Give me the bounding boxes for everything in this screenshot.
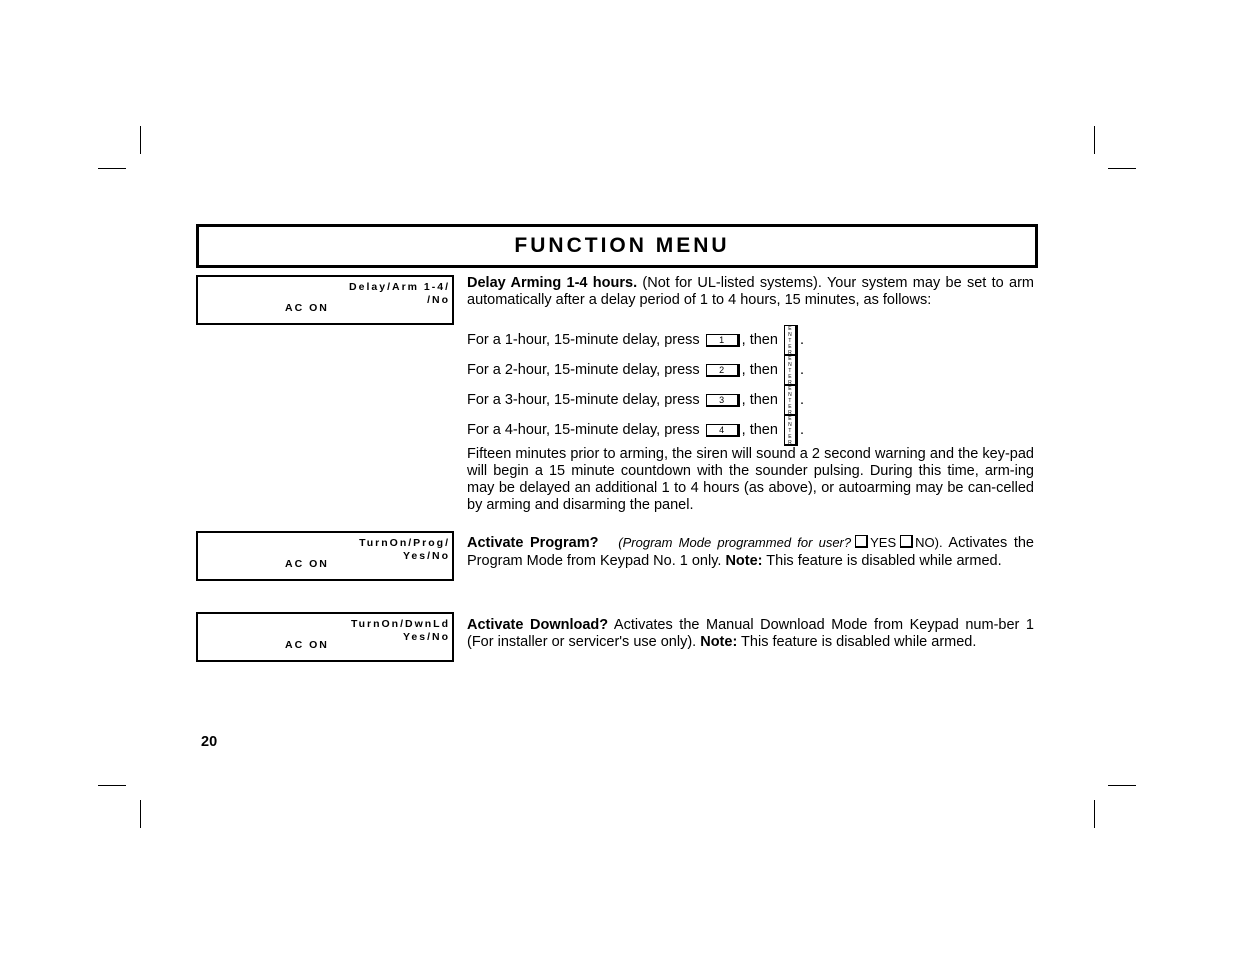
section-header	[196, 224, 1038, 268]
lcd-line2: /No	[427, 294, 450, 306]
row-then: , then	[741, 392, 778, 408]
program-note: (Program Mode programmed for user	[618, 535, 844, 550]
program-paragraph	[467, 534, 1034, 570]
row-end: .	[799, 392, 804, 408]
crop-mark	[1108, 168, 1136, 169]
lcd-display-download	[196, 612, 454, 662]
crop-mark	[140, 126, 141, 154]
row-end: .	[799, 332, 804, 348]
enter-key-icon: E N T E R	[784, 385, 798, 416]
program-note-text: This feature is disabled while armed.	[762, 553, 1002, 569]
download-note-label: Note:	[700, 634, 738, 650]
lcd-line2: Yes/No	[402, 550, 450, 562]
delay-row-2	[467, 355, 804, 385]
page-number: 20	[201, 734, 218, 750]
row-end: .	[799, 422, 804, 438]
crop-mark	[1094, 800, 1095, 828]
lcd-line1: TurnOn/Prog/	[359, 537, 450, 549]
delay-row-3	[467, 385, 804, 415]
row-text: For a 4-hour, 15-minute delay, press	[467, 422, 700, 438]
enter-key-icon: E N T E R	[784, 355, 798, 386]
lcd-display-delay	[196, 275, 454, 325]
row-text: For a 2-hour, 15-minute delay, press	[467, 362, 700, 378]
program-yes: YES	[870, 535, 897, 550]
program-body: Activates the Program Mode from Keypad No. 1 only.	[467, 535, 1034, 569]
crop-mark	[98, 785, 126, 786]
keypad-key-3: 3	[706, 394, 740, 407]
delay-row-4	[467, 415, 804, 445]
checkbox-icon	[900, 535, 913, 548]
program-close: ).	[934, 535, 943, 550]
program-heading: Activate Program?	[467, 535, 599, 551]
row-then: , then	[741, 422, 778, 438]
delay-warning-paragraph: Fifteen minutes prior to arming, the siren will sound a 2 second warning and the key-pad will begin a 15 minute countdown with the sounder pulsing. During this time, arm-ing may be delayed an additional 1 to 4 hours (as above), or autoarming may be can-celled by arming and disarming the panel.	[467, 446, 1034, 513]
delay-intro-text: (Not for UL-listed systems). Your system may be set to arm automatically after a delay period of 1 to 4 hours, 15 minutes, as follows:	[467, 275, 1034, 308]
delay-heading: Delay Arming 1-4 hours.	[467, 275, 638, 291]
checkbox-icon	[855, 535, 868, 548]
program-q: ?	[843, 535, 852, 550]
row-then: , then	[741, 332, 778, 348]
enter-key-icon: E N T E R	[784, 415, 798, 446]
lcd-line1: Delay/Arm 1-4/	[349, 281, 450, 293]
keypad-key-2: 2	[706, 364, 740, 377]
crop-mark	[1094, 126, 1095, 154]
lcd-line1: TurnOn/DwnLd	[350, 618, 450, 630]
download-heading: Activate Download?	[467, 617, 609, 633]
lcd-line2: Yes/No	[402, 631, 450, 643]
row-text: For a 1-hour, 15-minute delay, press	[467, 332, 700, 348]
enter-key-icon: E N T E R	[784, 325, 798, 356]
keypad-key-1: 1	[706, 334, 740, 347]
row-text: For a 3-hour, 15-minute delay, press	[467, 392, 700, 408]
download-body: Activates the Manual Download Mode from Keypad num-ber 1 (For installer or servicer's use only).	[467, 617, 1034, 650]
delay-intro-paragraph	[467, 275, 1034, 309]
lcd-status: AC ON	[285, 302, 329, 314]
delay-row-1	[467, 325, 804, 355]
lcd-status: AC ON	[285, 558, 329, 570]
page-title: FUNCTION MENU	[514, 234, 730, 257]
lcd-display-program	[196, 531, 454, 581]
crop-mark	[1108, 785, 1136, 786]
program-no: NO	[915, 535, 935, 550]
download-paragraph	[467, 617, 1034, 651]
row-then: , then	[741, 362, 778, 378]
row-end: .	[799, 362, 804, 378]
lcd-status: AC ON	[285, 639, 329, 651]
crop-mark	[98, 168, 126, 169]
download-note-text: This feature is disabled while armed.	[737, 634, 977, 650]
crop-mark	[140, 800, 141, 828]
program-note-label: Note:	[725, 553, 763, 569]
keypad-key-4: 4	[706, 424, 740, 437]
